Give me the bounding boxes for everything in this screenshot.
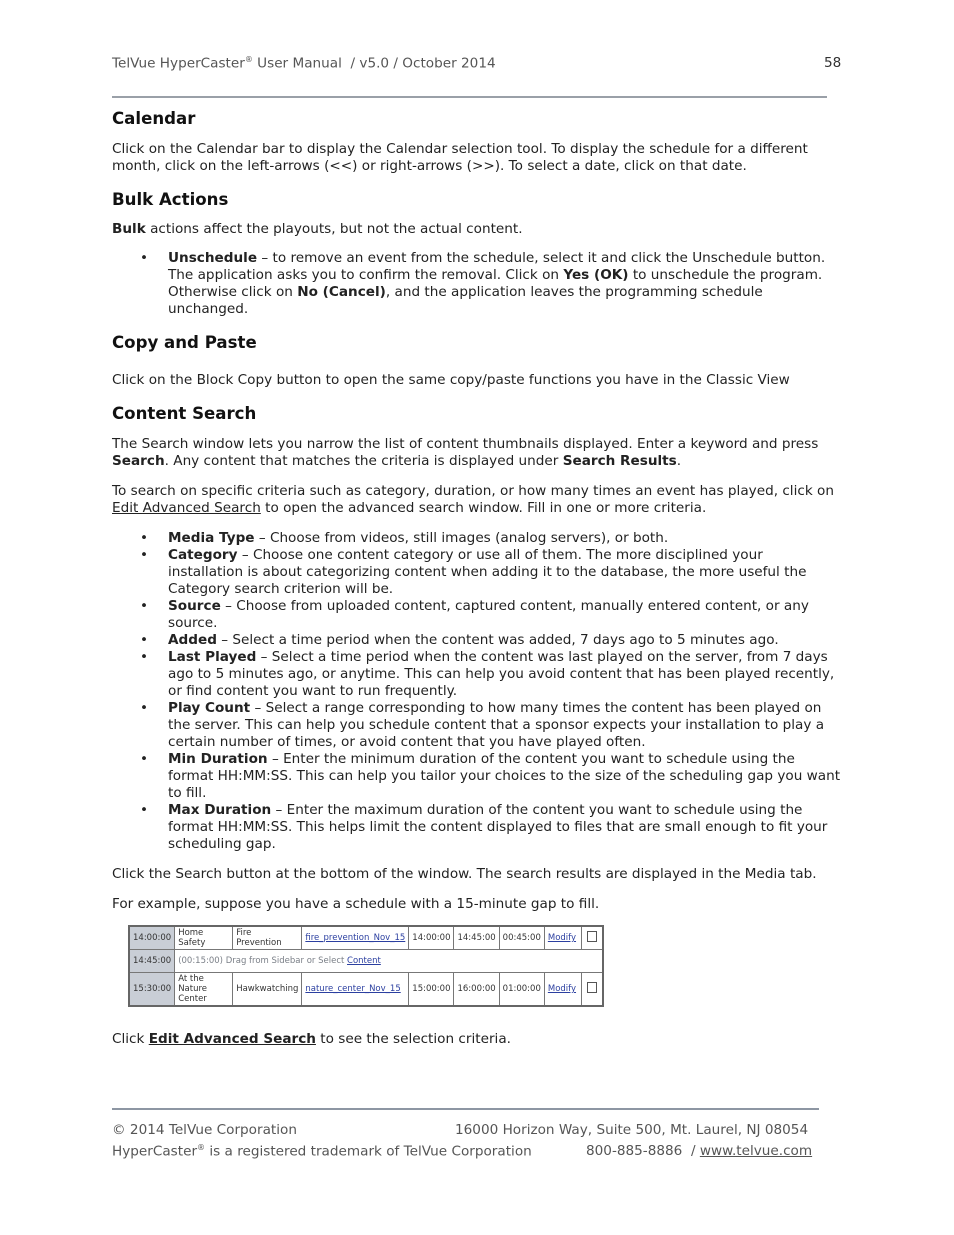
bulk-actions-heading: Bulk Actions xyxy=(112,190,229,209)
time-cell: 15:30:00 xyxy=(129,973,175,1007)
footer-divider xyxy=(112,1108,819,1110)
footer-phone: 800-885-8886 / xyxy=(586,1143,700,1159)
duration-cell: 00:45:00 xyxy=(499,926,544,950)
registered-mark: ® xyxy=(244,55,253,64)
copy-paste-heading: Copy and Paste xyxy=(112,333,257,352)
select-checkbox[interactable] xyxy=(581,926,603,950)
list-item: • Added – Select a time period when the content was added, 7 days ago to 5 minutes ago. xyxy=(140,632,779,648)
gap-cell: (00:15:00) Drag from Sidebar or Select Content xyxy=(175,950,603,973)
page-number: 58 xyxy=(824,55,842,71)
document-body xyxy=(112,108,842,1048)
list-item: • Min Duration – Enter the minimum duration of the content you want to schedule using the format HH:MM:SS. This can help you tailor your choices to the size of the scheduling gap you want to fill. xyxy=(140,751,841,801)
time-cell: 14:45:00 xyxy=(129,950,175,973)
checkbox-icon xyxy=(587,931,597,942)
duration-cell: 01:00:00 xyxy=(499,973,544,1007)
list-item: • Media Type – Choose from videos, still images (analog servers), or both. xyxy=(140,530,669,546)
final-instruction: Click Edit Advanced Search to see the selection criteria. xyxy=(112,1031,511,1047)
header-title-rest: User Manual / v5.0 / October 2014 xyxy=(252,55,496,72)
schedule-table xyxy=(128,925,604,1007)
bulk-list xyxy=(112,250,842,318)
content-link[interactable]: Content xyxy=(347,956,381,966)
end-cell: 14:45:00 xyxy=(454,926,499,950)
list-item: • Play Count – Select a range corresponding to how many times the content has been played on the server. This can help you schedule content that a sponsor expects your installation to play a certain number of times, or avoid content that you have played often. xyxy=(140,700,825,750)
edit-advanced-search-link[interactable]: Edit Advanced Search xyxy=(112,500,261,516)
time-cell: 14:00:00 xyxy=(129,926,175,950)
website-link[interactable]: www.telvue.com xyxy=(699,1143,813,1159)
checkbox-icon xyxy=(587,982,597,993)
calendar-text: Click on the Calendar bar to display the Calendar selection tool. To display the schedule for a different month, click on the left-arrows (<<) or right-arrows (>>). To select a date, click on that date. xyxy=(112,141,808,174)
modify-link[interactable]: Modify xyxy=(544,973,581,1007)
bulk-intro: Bulk actions affect the playouts, but not the actual content. xyxy=(112,221,523,237)
select-checkbox[interactable] xyxy=(581,973,603,1007)
footer-address: 16000 Horizon Way, Suite 500, Mt. Laurel, NJ 08054 xyxy=(455,1122,809,1138)
table-row[interactable] xyxy=(129,950,603,973)
list-item: • Unschedule – to remove an event from the schedule, select it and click the Unschedule button. The application asks you to confirm the removal. Click on Yes (OK) to unschedule the program. Otherwise click on No (Cancel), and the application leaves the programming schedule unchanged. xyxy=(140,250,826,317)
start-cell: 14:00:00 xyxy=(409,926,454,950)
footer-contact xyxy=(586,1143,812,1159)
category-cell: At the Nature Center xyxy=(175,973,233,1007)
search-intro: The Search window lets you narrow the list of content thumbnails displayed. Enter a keyword and press Search. Any content that matches the criteria is displayed under Search Results. xyxy=(112,436,819,469)
example-text: For example, suppose you have a schedule with a 15-minute gap to fill. xyxy=(112,896,600,912)
title-cell: Fire Prevention xyxy=(233,926,302,950)
table-row[interactable] xyxy=(129,973,603,1007)
table-row[interactable] xyxy=(129,926,603,950)
search-criteria-intro: To search on specific criteria such as category, duration, or how many times an event has played, click on Edit Advanced Search to open the advanced search window. Fill in one or more criteria. xyxy=(112,483,834,516)
category-cell: Home Safety xyxy=(175,926,233,950)
end-cell: 16:00:00 xyxy=(454,973,499,1007)
footer-trademark: HyperCaster® is a registered trademark of TelVue Corporation xyxy=(112,1143,532,1160)
title-cell: Hawkwatching xyxy=(233,973,302,1007)
page-header xyxy=(112,55,496,72)
content-search-heading: Content Search xyxy=(112,404,257,423)
start-cell: 15:00:00 xyxy=(409,973,454,1007)
search-button-text: Click the Search button at the bottom of the window. The search results are displayed in the Media tab. xyxy=(112,866,817,882)
list-item: • Source – Choose from uploaded content, captured content, manually entered content, or any source. xyxy=(140,598,809,631)
header-divider xyxy=(112,96,827,98)
file-link[interactable]: fire_prevention_Nov_15 xyxy=(302,926,409,950)
file-link[interactable]: nature_center_Nov_15 xyxy=(302,973,409,1007)
list-item: • Max Duration – Enter the maximum duration of the content you want to schedule using the format HH:MM:SS. This helps limit the content displayed to files that are small enough to fit your scheduling gap. xyxy=(140,802,828,852)
copy-paste-text: Click on the Block Copy button to open the same copy/paste functions you have in the Classic View xyxy=(112,372,790,388)
header-title: TelVue HyperCaster xyxy=(112,55,245,72)
footer-copyright: © 2014 TelVue Corporation xyxy=(112,1122,297,1138)
calendar-heading: Calendar xyxy=(112,109,196,128)
list-item: • Category – Choose one content category or use all of them. The more disciplined your installation is about categorizing content when adding it to the database, the more useful the Category search criterion will be. xyxy=(140,547,807,597)
list-item: • Last Played – Select a time period when the content was last played on the server, from 7 days ago to 5 minutes ago, or anytime. This can help you avoid content that has been played recently, or find content you want to run frequently. xyxy=(140,649,835,699)
criteria-list xyxy=(112,530,842,853)
modify-link[interactable]: Modify xyxy=(544,926,581,950)
edit-advanced-search-link[interactable]: Edit Advanced Search xyxy=(148,1031,316,1047)
